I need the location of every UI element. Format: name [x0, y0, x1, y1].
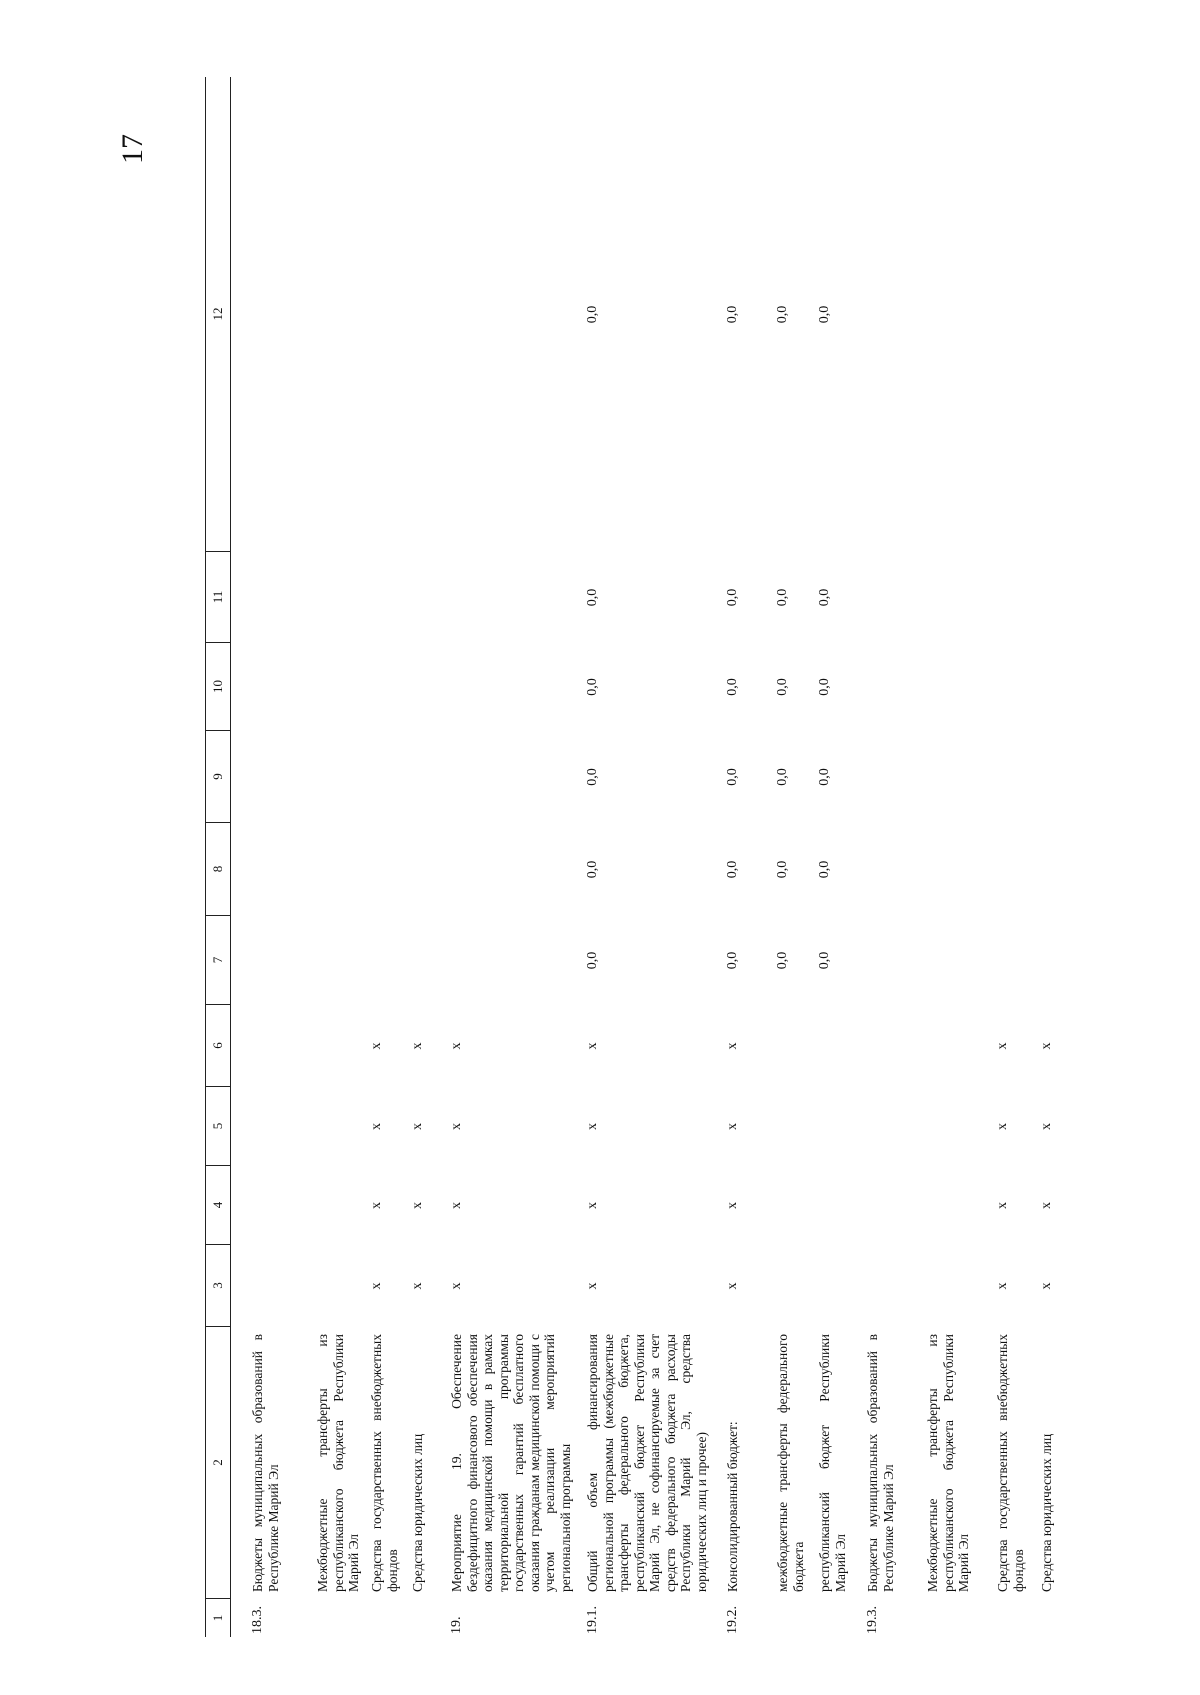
cell-col-8: 0,0: [775, 860, 790, 879]
cell-col-9: 0,0: [585, 768, 600, 786]
cell-col-8: 0,0: [585, 860, 600, 879]
table-row: [250, 77, 305, 1637]
cell-col-4: x: [410, 1202, 425, 1209]
table-row: [410, 77, 446, 1637]
cell-col-3: x: [1039, 1282, 1054, 1290]
cell-col-6: x: [449, 1042, 464, 1050]
cell-col-9: 0,0: [725, 768, 740, 786]
row-description: Бюджеты муниципальных образований в Республике Марий Эл: [250, 1334, 281, 1592]
cell-col-7: 0,0: [775, 951, 790, 970]
row-description: Средства государственных внебюджетных фондов: [995, 1334, 1026, 1592]
cell-col-5: x: [369, 1123, 384, 1130]
cell-col-3: x: [410, 1282, 425, 1290]
cell-col-11: 0,0: [817, 588, 832, 607]
table-row: [1039, 77, 1077, 1637]
cell-col-5: x: [410, 1123, 425, 1130]
row-description: межбюджетные трансферты федерального бюджета: [775, 1334, 806, 1592]
column-header: 8: [206, 823, 230, 916]
column-header: 12: [206, 77, 230, 552]
table-row: [925, 77, 991, 1637]
cell-col-11: 0,0: [725, 588, 740, 607]
table-row: [585, 77, 721, 1637]
table-row: [817, 77, 861, 1637]
row-description: республиканский бюджет Республики Марий Эл: [817, 1334, 848, 1592]
cell-col-4: x: [725, 1202, 740, 1209]
cell-col-10: 0,0: [817, 678, 832, 696]
cell-col-10: 0,0: [585, 678, 600, 696]
page-number: 17: [116, 134, 149, 164]
row-description: Средства юридических лиц: [410, 1433, 425, 1592]
table-row: [995, 77, 1035, 1637]
cell-col-6: x: [1039, 1042, 1054, 1050]
cell-col-10: 0,0: [725, 678, 740, 696]
column-header: 3: [206, 1245, 230, 1327]
cell-col-6: x: [725, 1042, 740, 1050]
cell-col-10: 0,0: [775, 678, 790, 696]
cell-col-4: x: [585, 1202, 600, 1209]
cell-col-3: x: [449, 1282, 464, 1290]
table-row: [315, 77, 365, 1637]
cell-col-7: 0,0: [817, 951, 832, 970]
cell-col-5: x: [1039, 1123, 1054, 1130]
cell-col-4: x: [995, 1202, 1010, 1209]
row-description: Бюджеты муниципальных образований в Республике Марий Эл: [865, 1334, 896, 1592]
cell-col-7: 0,0: [725, 951, 740, 970]
cell-col-4: x: [449, 1202, 464, 1209]
row-description: Средства государственных внебюджетных фондов: [369, 1334, 400, 1592]
column-header: 1: [210, 1614, 225, 1622]
rotated-table: [205, 77, 1054, 1637]
table-row: [865, 77, 921, 1637]
row-number: 19.3.: [865, 1606, 880, 1634]
cell-col-3: x: [725, 1282, 740, 1290]
cell-col-8: 0,0: [817, 860, 832, 879]
cell-col-6: x: [369, 1042, 384, 1050]
table-row: [369, 77, 407, 1637]
column-header: 10: [206, 643, 230, 731]
table-header: [205, 77, 231, 1637]
table-row: [449, 77, 581, 1637]
row-number: 19.1.: [585, 1606, 600, 1634]
row-number: 19.2.: [725, 1606, 740, 1634]
cell-col-8: 0,0: [725, 860, 740, 879]
cell-col-12: 0,0: [585, 305, 600, 324]
cell-col-12: 0,0: [817, 305, 832, 324]
column-header: 4: [206, 1166, 230, 1245]
cell-col-5: x: [585, 1123, 600, 1130]
column-header: 5: [206, 1087, 230, 1166]
cell-col-12: 0,0: [775, 305, 790, 324]
row-description: Межбюджетные трансферты из республиканского бюджета Республики Марий Эл: [925, 1334, 971, 1592]
cell-col-6: x: [410, 1042, 425, 1050]
cell-col-3: x: [585, 1282, 600, 1290]
column-header: 9: [206, 731, 230, 823]
row-description: Средства юридических лиц: [1039, 1433, 1054, 1592]
cell-col-3: x: [369, 1282, 384, 1290]
cell-col-12: 0,0: [725, 305, 740, 324]
cell-col-4: x: [1039, 1202, 1054, 1209]
row-description: Консолидированный бюджет:: [725, 1421, 740, 1592]
row-number: 18.3.: [250, 1606, 265, 1634]
column-header: 11: [206, 552, 230, 643]
cell-col-3: x: [995, 1282, 1010, 1290]
column-header: 7: [206, 916, 230, 1005]
row-description: Мероприятие 19. Обеспечение бездефицитного финансового обеспечения оказания медицинской помощи в рамках территориальной программы государственных гарантий бесплатного оказания гражданам медицинской помощи с учетом реализации мероприятий региональной программы: [449, 1334, 573, 1592]
cell-col-4: x: [369, 1202, 384, 1209]
cell-col-5: x: [449, 1123, 464, 1130]
cell-col-5: x: [995, 1123, 1010, 1130]
row-number: 19.: [449, 1616, 464, 1634]
cell-col-11: 0,0: [775, 588, 790, 607]
cell-col-6: x: [995, 1042, 1010, 1050]
table-row: [725, 77, 771, 1637]
cell-col-9: 0,0: [775, 768, 790, 786]
column-header: 2: [206, 1327, 230, 1599]
cell-col-6: x: [585, 1042, 600, 1050]
cell-col-7: 0,0: [585, 951, 600, 970]
cell-col-9: 0,0: [817, 768, 832, 786]
row-description: Межбюджетные трансферты из республиканского бюджета Республики Марий Эл: [315, 1334, 361, 1592]
cell-col-5: x: [725, 1123, 740, 1130]
table-row: [775, 77, 815, 1637]
cell-col-11: 0,0: [585, 588, 600, 607]
column-header: 6: [206, 1005, 230, 1087]
row-description: Общий объем финансирования региональной программы (межбюджетные трансферты федерального бюджета, республиканский бюджет Республики Марий Эл, не софинансируемые за счет средств федерального бюджета расходы Республики Марий Эл, средства юридических лиц и прочее): [585, 1334, 709, 1592]
